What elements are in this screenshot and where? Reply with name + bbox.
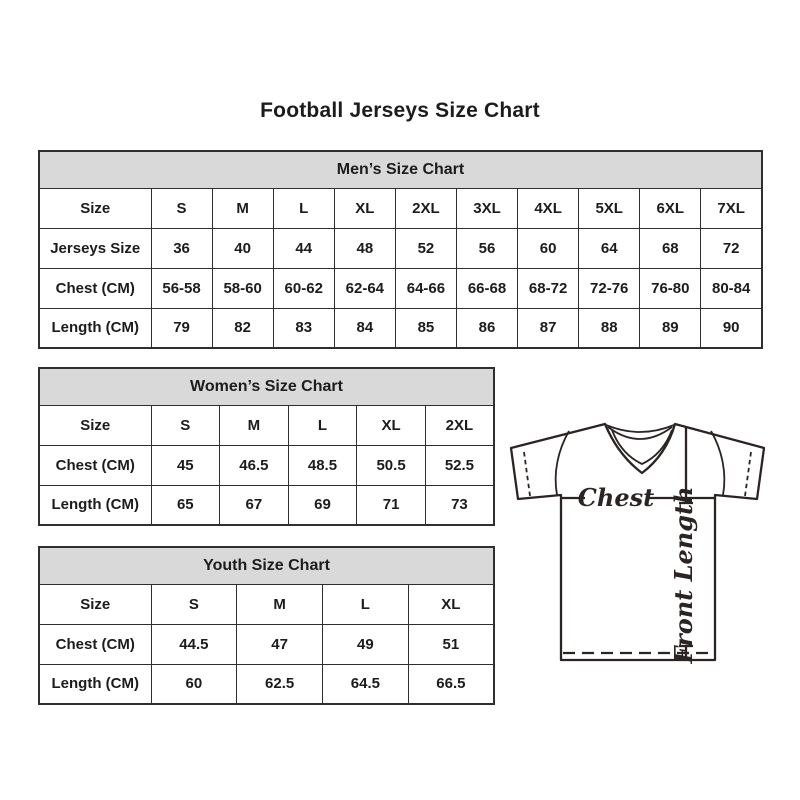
youth-value-cell: 51 xyxy=(408,624,494,664)
youth-table-title: Youth Size Chart xyxy=(39,547,494,584)
men-value-cell: S xyxy=(151,188,212,228)
women-value-cell: L xyxy=(288,405,357,445)
women-table-row-2 xyxy=(39,485,494,525)
jersey-measurement-diagram xyxy=(495,395,795,695)
youth-size-table xyxy=(38,546,495,705)
men-table-row-3 xyxy=(39,308,762,348)
left-armhole-seam xyxy=(556,431,569,495)
men-row-label: Chest (CM) xyxy=(39,268,151,308)
women-value-cell: M xyxy=(220,405,289,445)
right-sleeve-cuff-dashed-line xyxy=(745,452,751,496)
youth-table-row-0 xyxy=(39,584,494,624)
youth-value-cell: L xyxy=(323,584,409,624)
men-value-cell: 82 xyxy=(212,308,273,348)
men-row-label: Size xyxy=(39,188,151,228)
jersey-outline xyxy=(511,424,764,660)
chest-label: Chest xyxy=(577,483,655,512)
youth-table-title-row xyxy=(39,547,494,584)
men-value-cell: 89 xyxy=(640,308,701,348)
men-value-cell: 3XL xyxy=(456,188,517,228)
womens-table-body xyxy=(39,405,494,525)
men-value-cell: 64 xyxy=(579,228,640,268)
women-value-cell: 45 xyxy=(151,445,220,485)
mens-table-body xyxy=(39,188,762,348)
men-value-cell: 64-66 xyxy=(395,268,456,308)
womens-table-title-row xyxy=(39,368,494,405)
men-value-cell: 85 xyxy=(395,308,456,348)
men-value-cell: 72 xyxy=(701,228,762,268)
youth-value-cell: 49 xyxy=(323,624,409,664)
men-value-cell: 79 xyxy=(151,308,212,348)
men-value-cell: 68 xyxy=(640,228,701,268)
men-value-cell: 83 xyxy=(273,308,334,348)
women-row-label: Length (CM) xyxy=(39,485,151,525)
men-value-cell: 62-64 xyxy=(334,268,395,308)
men-value-cell: 84 xyxy=(334,308,395,348)
men-value-cell: 56-58 xyxy=(151,268,212,308)
youth-row-label: Chest (CM) xyxy=(39,624,151,664)
youth-value-cell: XL xyxy=(408,584,494,624)
men-table-row-1 xyxy=(39,228,762,268)
women-value-cell: 2XL xyxy=(425,405,494,445)
youth-row-label: Length (CM) xyxy=(39,664,151,704)
front-length-label: Front Length xyxy=(669,486,698,664)
women-value-cell: 50.5 xyxy=(357,445,426,485)
men-value-cell: 66-68 xyxy=(456,268,517,308)
youth-value-cell: M xyxy=(237,584,323,624)
men-value-cell: 88 xyxy=(579,308,640,348)
men-value-cell: 58-60 xyxy=(212,268,273,308)
collar-arc-outer xyxy=(606,425,674,432)
men-value-cell: 56 xyxy=(456,228,517,268)
youth-value-cell: 66.5 xyxy=(408,664,494,704)
men-value-cell: 76-80 xyxy=(640,268,701,308)
men-value-cell: 6XL xyxy=(640,188,701,228)
mens-size-table xyxy=(38,150,763,349)
women-value-cell: 67 xyxy=(220,485,289,525)
men-value-cell: 40 xyxy=(212,228,273,268)
youth-value-cell: 47 xyxy=(237,624,323,664)
youth-value-cell: 44.5 xyxy=(151,624,237,664)
left-sleeve-cuff-dashed-line xyxy=(524,452,530,496)
men-value-cell: XL xyxy=(334,188,395,228)
women-value-cell: 69 xyxy=(288,485,357,525)
women-value-cell: XL xyxy=(357,405,426,445)
women-value-cell: S xyxy=(151,405,220,445)
women-row-label: Chest (CM) xyxy=(39,445,151,485)
youth-table-row-1 xyxy=(39,624,494,664)
youth-value-cell: S xyxy=(151,584,237,624)
youth-value-cell: 64.5 xyxy=(323,664,409,704)
womens-size-chart-section xyxy=(38,367,495,524)
youth-size-chart-section xyxy=(38,546,495,703)
youth-value-cell: 60 xyxy=(151,664,237,704)
women-value-cell: 65 xyxy=(151,485,220,525)
men-table-row-2 xyxy=(39,268,762,308)
page-title: Football Jerseys Size Chart xyxy=(260,99,540,122)
men-value-cell: 68-72 xyxy=(518,268,579,308)
youth-table-row-2 xyxy=(39,664,494,704)
men-value-cell: 2XL xyxy=(395,188,456,228)
women-value-cell: 48.5 xyxy=(288,445,357,485)
women-value-cell: 46.5 xyxy=(220,445,289,485)
women-value-cell: 71 xyxy=(357,485,426,525)
men-value-cell: 60-62 xyxy=(273,268,334,308)
right-armhole-seam xyxy=(711,431,724,495)
men-value-cell: 86 xyxy=(456,308,517,348)
womens-table-title: Women’s Size Chart xyxy=(39,368,494,405)
men-value-cell: 87 xyxy=(518,308,579,348)
men-value-cell: 72-76 xyxy=(579,268,640,308)
men-value-cell: 52 xyxy=(395,228,456,268)
youth-table-body xyxy=(39,584,494,704)
men-value-cell: 7XL xyxy=(701,188,762,228)
men-row-label: Jerseys Size xyxy=(39,228,151,268)
men-row-label: Length (CM) xyxy=(39,308,151,348)
women-table-row-0 xyxy=(39,405,494,445)
women-row-label: Size xyxy=(39,405,151,445)
men-value-cell: 80-84 xyxy=(701,268,762,308)
mens-table-title-row xyxy=(39,151,762,188)
men-value-cell: 5XL xyxy=(579,188,640,228)
womens-size-table xyxy=(38,367,495,526)
youth-value-cell: 62.5 xyxy=(237,664,323,704)
men-value-cell: L xyxy=(273,188,334,228)
youth-row-label: Size xyxy=(39,584,151,624)
men-table-row-0 xyxy=(39,188,762,228)
mens-table-title: Men’s Size Chart xyxy=(39,151,762,188)
men-value-cell: 44 xyxy=(273,228,334,268)
mens-size-chart-section xyxy=(38,150,763,347)
men-value-cell: 60 xyxy=(518,228,579,268)
men-value-cell: 4XL xyxy=(518,188,579,228)
men-value-cell: 48 xyxy=(334,228,395,268)
women-table-row-1 xyxy=(39,445,494,485)
women-value-cell: 52.5 xyxy=(425,445,494,485)
men-value-cell: 90 xyxy=(701,308,762,348)
men-value-cell: 36 xyxy=(151,228,212,268)
men-value-cell: M xyxy=(212,188,273,228)
women-value-cell: 73 xyxy=(425,485,494,525)
